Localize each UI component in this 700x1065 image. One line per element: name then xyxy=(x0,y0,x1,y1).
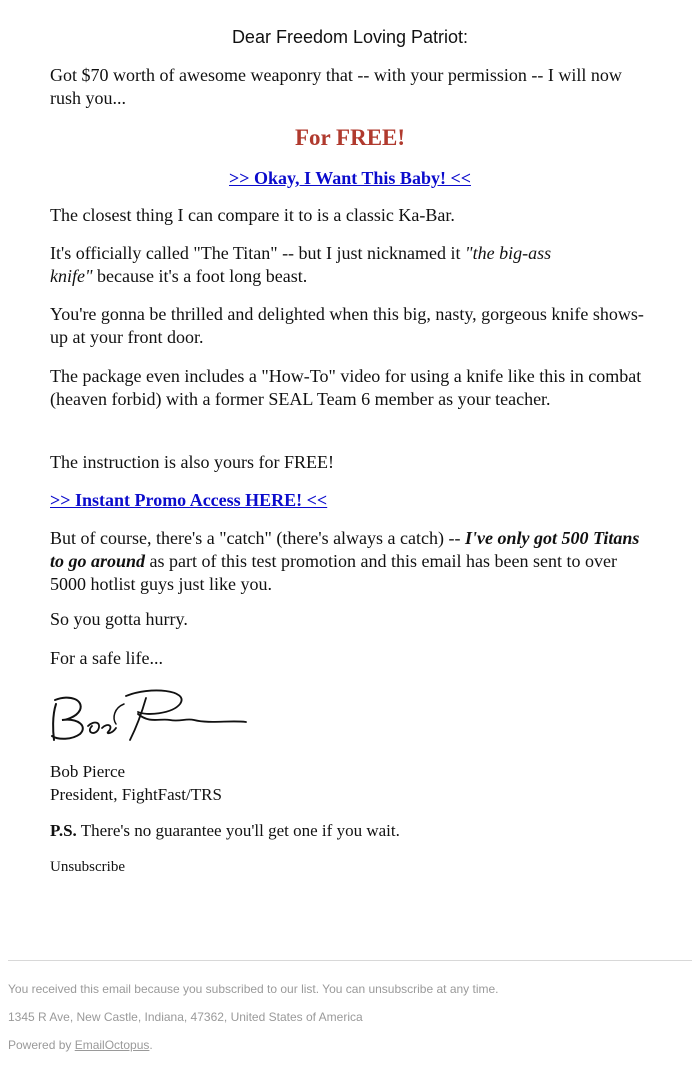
greeting: Dear Freedom Loving Patriot: xyxy=(231,27,469,47)
sender-name: Bob Pierce xyxy=(50,762,126,781)
catch-text-after: as part of this test promotion and this email has been sent to over 5000 hotlist guys just like you. xyxy=(50,551,617,594)
package-paragraph: The package even includes a "How-To" video for using a knife like this in combat (heaven forbid) with a former SEAL Team 6 member as your teacher. xyxy=(50,366,642,409)
titan-text-after: because it's a foot long beast. xyxy=(92,266,308,286)
intro-paragraph: Got $70 worth of awesome weaponry that -- with your permission -- I will now rush you... xyxy=(50,65,622,108)
powered-prefix: Powered by xyxy=(8,1038,75,1052)
ps-paragraph xyxy=(50,820,400,842)
sender-signature xyxy=(50,760,222,806)
ps-label: P.S. xyxy=(50,821,77,840)
free-headline: For FREE! xyxy=(294,125,406,150)
unsubscribe-link[interactable]: Unsubscribe xyxy=(50,859,125,875)
titan-nickname: "the big-ass knife" xyxy=(50,243,552,286)
safe-life-paragraph: For a safe life... xyxy=(50,648,163,668)
catch-text-before: But of course, there's a "catch" (there's always a catch) -- xyxy=(50,528,465,548)
catch-paragraph xyxy=(50,527,650,596)
signature-image xyxy=(50,684,260,746)
titan-text-before: It's officially called "The Titan" -- but I just nicknamed it xyxy=(50,243,466,263)
instruction-paragraph: The instruction is also yours for FREE! xyxy=(50,452,334,472)
sender-title: President, FightFast/TRS xyxy=(50,785,222,804)
footer-divider xyxy=(8,960,692,961)
instant-promo-link[interactable]: >> Instant Promo Access HERE! << xyxy=(50,490,328,510)
footer-powered-by xyxy=(8,1037,153,1053)
titan-paragraph xyxy=(50,242,590,288)
footer-notice: You received this email because you subscribed to our list. You can unsubscribe at any time. xyxy=(8,982,499,996)
okay-want-link[interactable]: >> Okay, I Want This Baby! << xyxy=(229,168,471,188)
catch-emphasis: I've only got 500 Titans to go around xyxy=(50,528,640,571)
emailoctopus-link[interactable]: EmailOctopus xyxy=(74,1038,150,1052)
hurry-paragraph: So you gotta hurry. xyxy=(50,609,188,629)
thrilled-paragraph: You're gonna be thrilled and delighted when this big, nasty, gorgeous knife shows-up at your front door. xyxy=(50,304,644,347)
kabar-paragraph: The closest thing I can compare it to is a classic Ka-Bar. xyxy=(50,205,455,225)
ps-text: There's no guarantee you'll get one if you wait. xyxy=(76,821,400,840)
powered-suffix: . xyxy=(149,1038,153,1052)
footer-address: 1345 R Ave, New Castle, Indiana, 47362, United States of America xyxy=(8,1010,363,1024)
